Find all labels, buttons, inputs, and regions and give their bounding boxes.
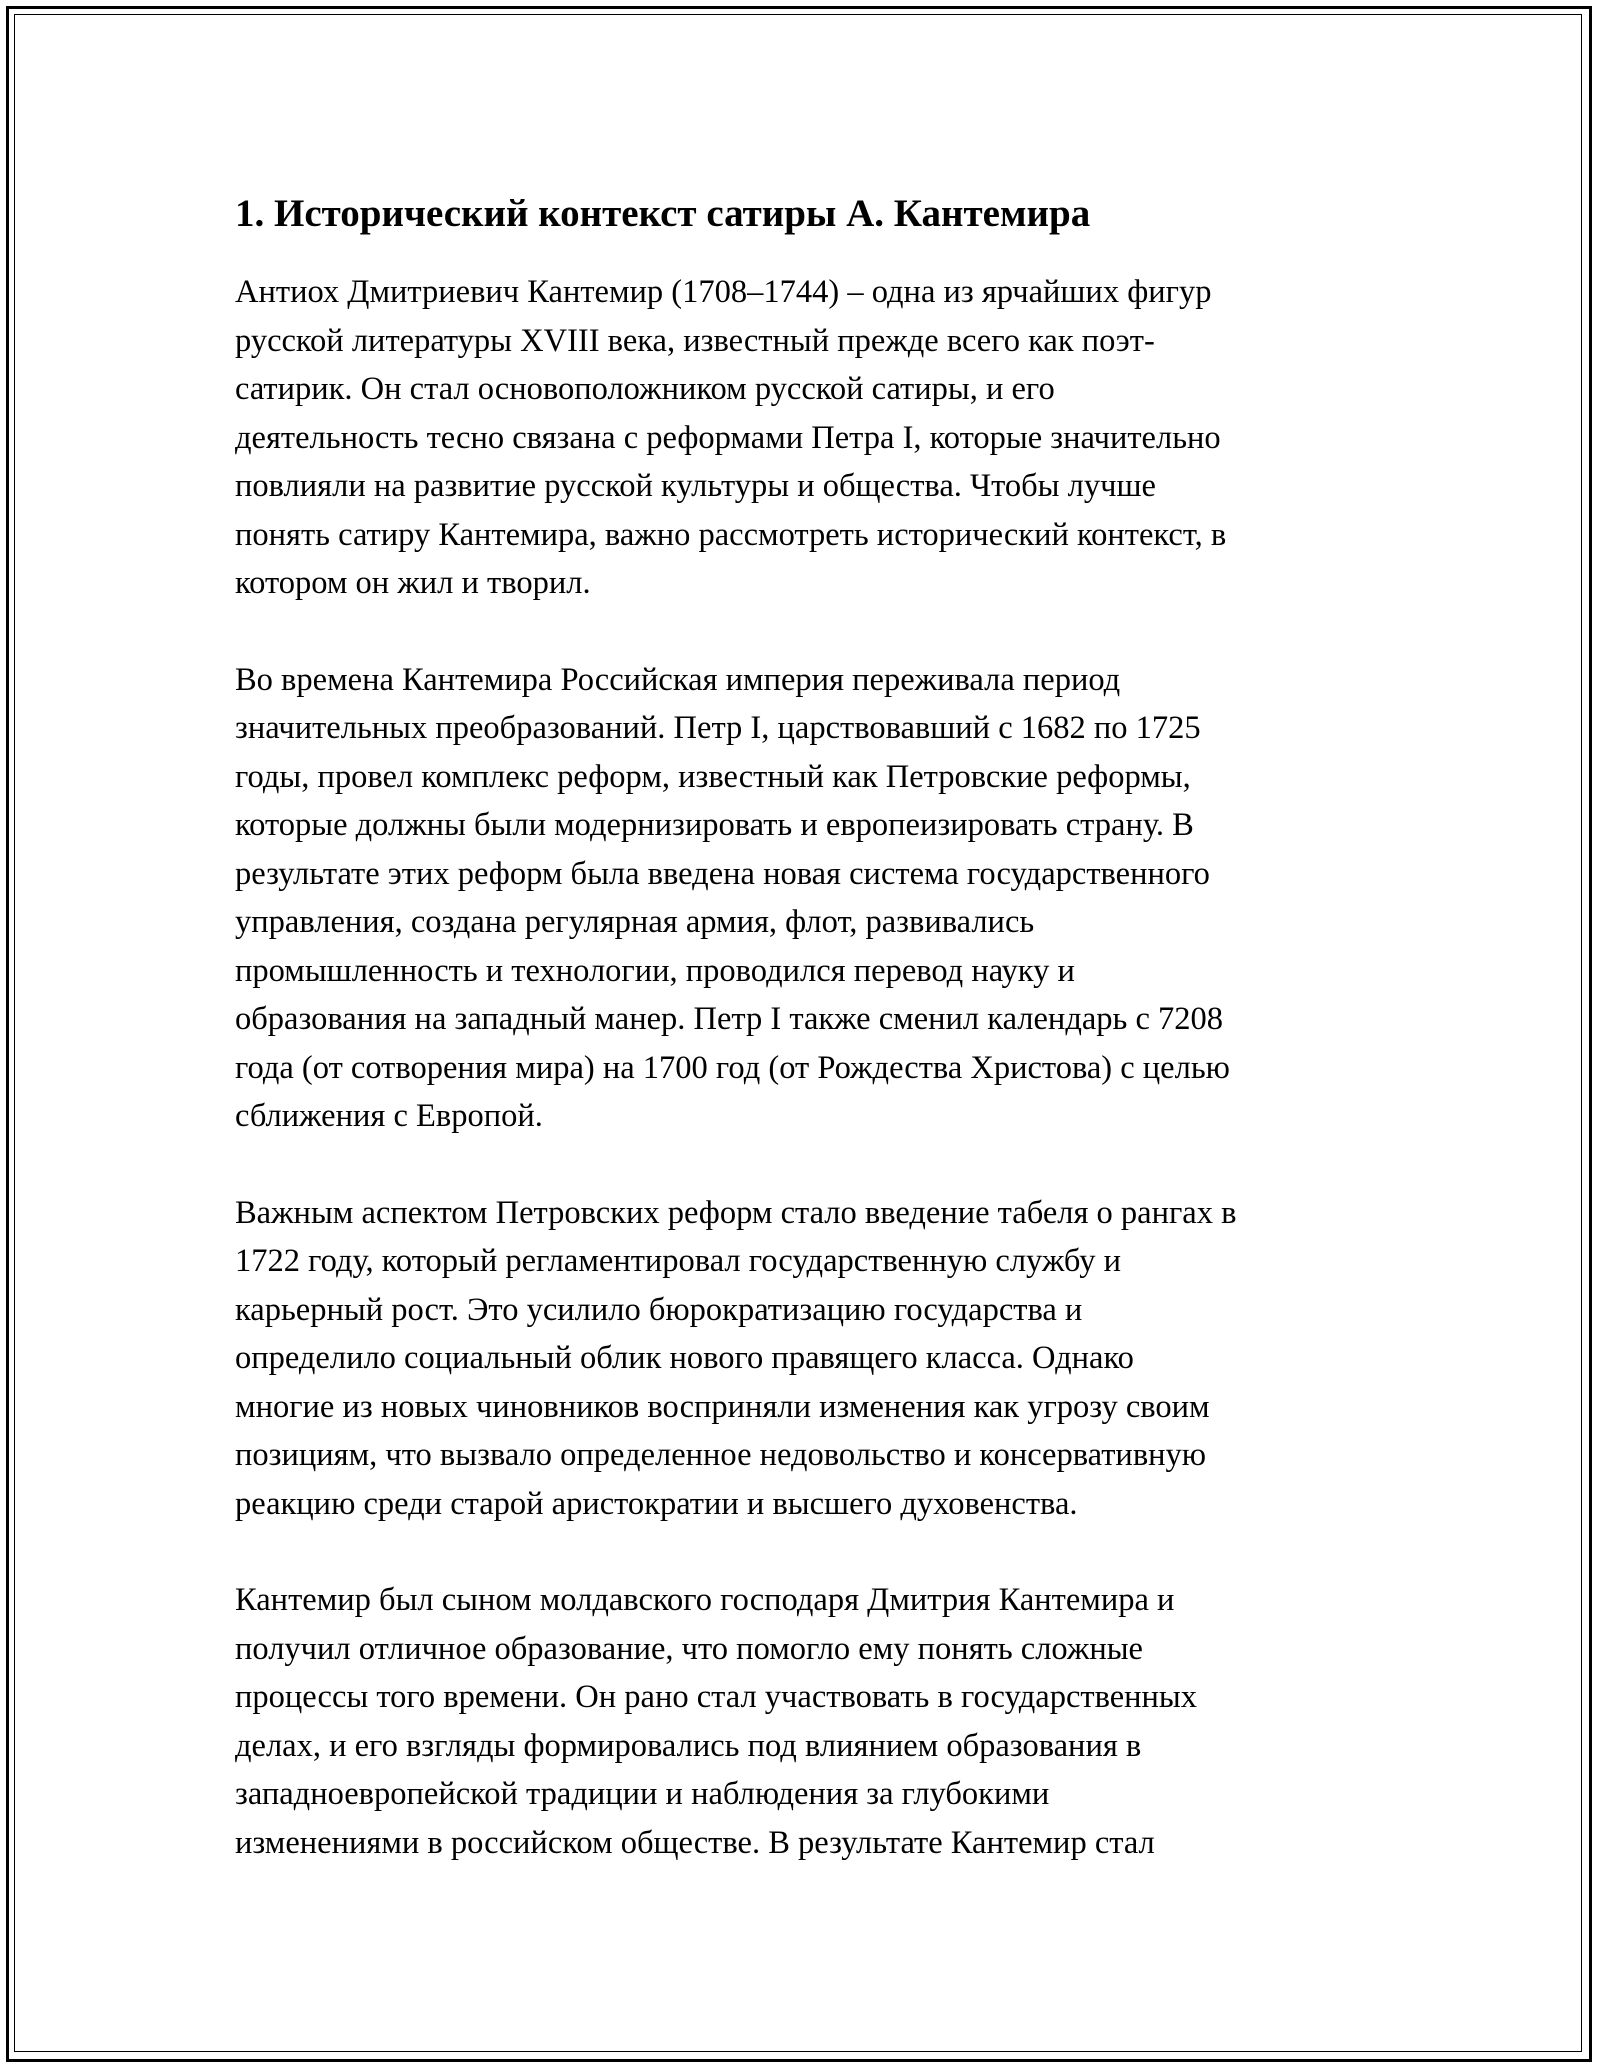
section-heading: 1. Исторический контекст сатиры А. Кантемира	[235, 192, 1091, 235]
paragraph-3: Важным аспектом Петровских реформ стало введение табеля о рангах в 1722 году, который регламентировал государственную службу и карьерный рост. Это усилило бюрократизацию государства и определило социальный облик нового правящего класса. Однако многие из новых чиновников восприняли изменения как угрозу своим позициям, что вызвало определенное недовольство и консервативную реакцию среди старой аристократии и высшего духовенства.	[235, 1194, 1237, 1522]
paragraph-1: Антиох Дмитриевич Кантемир (1708–1744) – одна из ярчайших фигур русской литературы XVIII века, известный прежде всего как поэт- сатирик. Он стал основоположником русской сатиры, и его деятельность тесно связана с реформами Петра I, которые значительно повлияли на развитие русской культуры и общества. Чтобы лучше понять сатиру Кантемира, важно рассмотреть исторический контекст, в котором он жил и творил.	[235, 274, 1227, 601]
document-body	[235, 190, 1385, 1915]
paragraph-2: Во времена Кантемира Российская империя переживала период значительных преобразований. Петр I, царствовавший с 1682 по 1725 годы, провел комплекс реформ, известный как Петровские реформы, которые должны были модернизировать и европеизировать страну. В результате этих реформ была введена новая система государственного управления, создана регулярная армия, флот, развивались промышленность и технологии, проводился перевод науку и образования на западный манер. Петр I также сменил календарь с 7208 года (от сотворения мира) на 1700 год (от Рождества Христова) с целью сближения с Европой.	[235, 661, 1230, 1134]
paragraph-4: Кантемир был сыном молдавского господаря Дмитрия Кантемира и получил отличное образование, что помогло ему понять сложные процессы того времени. Он рано стал участвовать в государственных делах, и его взгляды формировались под влиянием образования в западноевропейской традиции и наблюдения за глубокими изменениями в российском обществе. В результате Кантемир стал	[235, 1582, 1198, 1861]
